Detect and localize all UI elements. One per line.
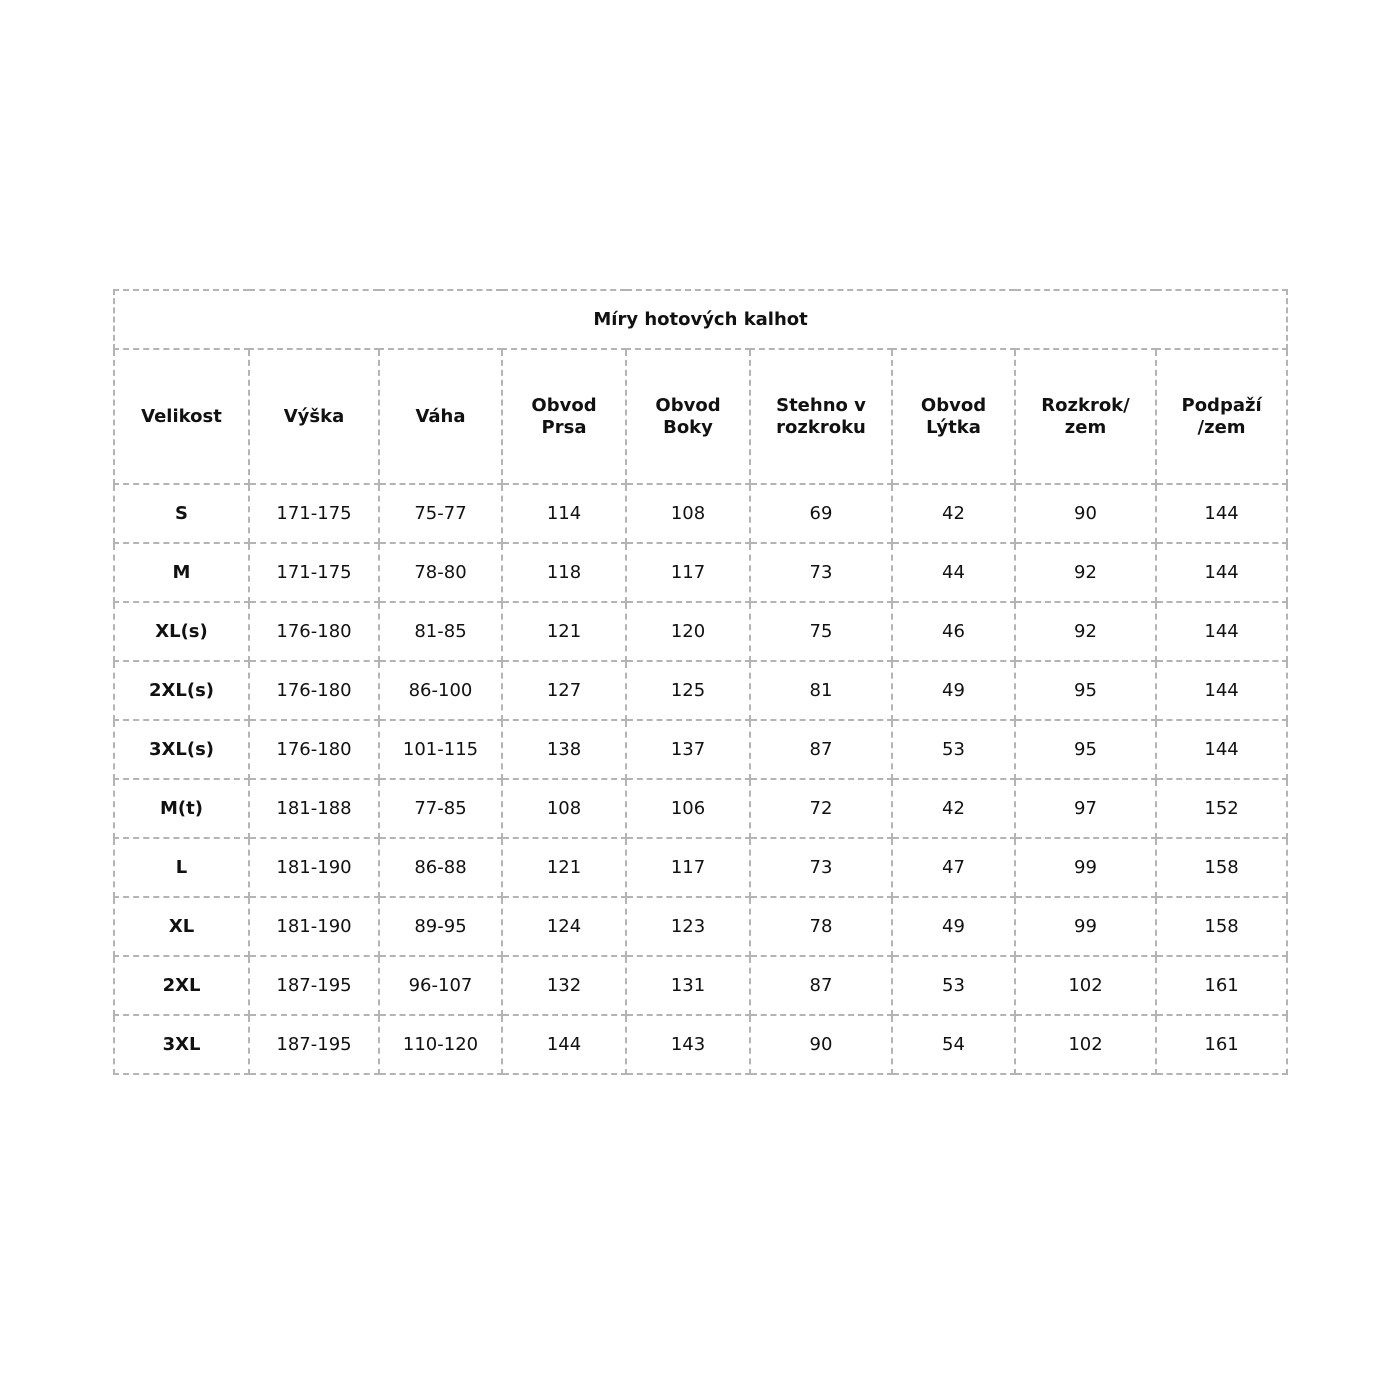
column-header-line: Podpaží xyxy=(1181,394,1262,416)
table-cell: 176-180 xyxy=(249,661,379,720)
table-cell: 87 xyxy=(750,720,892,779)
table-cell: 75 xyxy=(750,602,892,661)
table-cell: 125 xyxy=(626,661,750,720)
column-header xyxy=(892,349,1015,484)
column-header-line: Výška xyxy=(283,405,345,427)
table-cell: 44 xyxy=(892,543,1015,602)
column-header-line: Váha xyxy=(415,405,466,427)
table-cell: 81-85 xyxy=(379,602,502,661)
size-label: XL xyxy=(114,897,249,956)
column-header-line: zem xyxy=(1064,416,1107,438)
table-cell: 176-180 xyxy=(249,720,379,779)
table-cell: 158 xyxy=(1156,897,1287,956)
column-header-line: Rozkrok/ xyxy=(1041,394,1130,416)
table-cell: 99 xyxy=(1015,838,1156,897)
table-row xyxy=(114,543,1287,602)
column-header-line: Velikost xyxy=(141,405,222,427)
size-label: S xyxy=(114,484,249,543)
table-cell: 171-175 xyxy=(249,543,379,602)
column-header-line: Obvod xyxy=(920,394,987,416)
table-cell: 73 xyxy=(750,838,892,897)
table-cell: 90 xyxy=(1015,484,1156,543)
table-cell: 121 xyxy=(502,838,626,897)
table-cell: 49 xyxy=(892,897,1015,956)
table-cell: 118 xyxy=(502,543,626,602)
table-cell: 181-190 xyxy=(249,897,379,956)
table-cell: 96-107 xyxy=(379,956,502,1015)
table-cell: 108 xyxy=(626,484,750,543)
table-cell: 127 xyxy=(502,661,626,720)
table-title-row xyxy=(114,290,1287,349)
size-label: 2XL(s) xyxy=(114,661,249,720)
table-cell: 137 xyxy=(626,720,750,779)
table-cell: 117 xyxy=(626,543,750,602)
table-cell: 69 xyxy=(750,484,892,543)
table-row xyxy=(114,1015,1287,1074)
table-cell: 99 xyxy=(1015,897,1156,956)
table-cell: 72 xyxy=(750,779,892,838)
table-cell: 120 xyxy=(626,602,750,661)
table-cell: 144 xyxy=(1156,484,1287,543)
table-cell: 92 xyxy=(1015,543,1156,602)
table-cell: 95 xyxy=(1015,720,1156,779)
table-cell: 144 xyxy=(1156,661,1287,720)
table-cell: 90 xyxy=(750,1015,892,1074)
table-cell: 102 xyxy=(1015,1015,1156,1074)
table-row xyxy=(114,484,1287,543)
table-cell: 181-188 xyxy=(249,779,379,838)
table-row xyxy=(114,602,1287,661)
table-cell: 106 xyxy=(626,779,750,838)
size-label: 3XL(s) xyxy=(114,720,249,779)
table-row xyxy=(114,720,1287,779)
table-cell: 117 xyxy=(626,838,750,897)
table-row xyxy=(114,661,1287,720)
table-cell: 138 xyxy=(502,720,626,779)
column-header-line: Lýtka xyxy=(926,416,981,438)
size-label: M(t) xyxy=(114,779,249,838)
table-title: Míry hotových kalhot xyxy=(114,290,1287,349)
table-cell: 110-120 xyxy=(379,1015,502,1074)
table-cell: 114 xyxy=(502,484,626,543)
table-cell: 54 xyxy=(892,1015,1015,1074)
table-row xyxy=(114,956,1287,1015)
size-chart-table xyxy=(113,289,1288,1075)
column-header-line: Obvod xyxy=(655,394,721,416)
table-cell: 92 xyxy=(1015,602,1156,661)
table-cell: 152 xyxy=(1156,779,1287,838)
table-cell: 144 xyxy=(502,1015,626,1074)
table-cell: 144 xyxy=(1156,720,1287,779)
table-cell: 81 xyxy=(750,661,892,720)
table-cell: 187-195 xyxy=(249,1015,379,1074)
table-cell: 171-175 xyxy=(249,484,379,543)
table-cell: 87 xyxy=(750,956,892,1015)
size-label: L xyxy=(114,838,249,897)
column-header-line: Prsa xyxy=(541,416,587,438)
table-row xyxy=(114,897,1287,956)
size-label: 3XL xyxy=(114,1015,249,1074)
table-cell: 49 xyxy=(892,661,1015,720)
table-cell: 132 xyxy=(502,956,626,1015)
table-cell: 78-80 xyxy=(379,543,502,602)
table-cell: 78 xyxy=(750,897,892,956)
table-cell: 102 xyxy=(1015,956,1156,1015)
table-row xyxy=(114,838,1287,897)
column-header-line: /zem xyxy=(1197,416,1246,438)
table-cell: 161 xyxy=(1156,1015,1287,1074)
column-header-line: Stehno v xyxy=(776,394,866,416)
size-label: 2XL xyxy=(114,956,249,1015)
column-header xyxy=(1015,349,1156,484)
table-cell: 124 xyxy=(502,897,626,956)
column-header-line: rozkroku xyxy=(776,416,866,438)
column-header xyxy=(114,349,249,484)
table-cell: 143 xyxy=(626,1015,750,1074)
table-cell: 42 xyxy=(892,779,1015,838)
table-cell: 53 xyxy=(892,956,1015,1015)
table-cell: 121 xyxy=(502,602,626,661)
table-cell: 158 xyxy=(1156,838,1287,897)
table-cell: 77-85 xyxy=(379,779,502,838)
table-cell: 47 xyxy=(892,838,1015,897)
table-cell: 131 xyxy=(626,956,750,1015)
column-header xyxy=(1156,349,1287,484)
column-header xyxy=(379,349,502,484)
table-cell: 75-77 xyxy=(379,484,502,543)
table-cell: 108 xyxy=(502,779,626,838)
table-cell: 73 xyxy=(750,543,892,602)
size-label: M xyxy=(114,543,249,602)
table-header-row xyxy=(114,349,1287,484)
table-cell: 46 xyxy=(892,602,1015,661)
column-header xyxy=(626,349,750,484)
table-cell: 181-190 xyxy=(249,838,379,897)
table-cell: 123 xyxy=(626,897,750,956)
table-cell: 97 xyxy=(1015,779,1156,838)
size-label: XL(s) xyxy=(114,602,249,661)
table-cell: 89-95 xyxy=(379,897,502,956)
table-cell: 86-88 xyxy=(379,838,502,897)
table-cell: 53 xyxy=(892,720,1015,779)
table-cell: 161 xyxy=(1156,956,1287,1015)
column-header xyxy=(249,349,379,484)
table-cell: 42 xyxy=(892,484,1015,543)
table-cell: 101-115 xyxy=(379,720,502,779)
table-cell: 95 xyxy=(1015,661,1156,720)
table-cell: 144 xyxy=(1156,543,1287,602)
column-header-line: Boky xyxy=(663,416,713,438)
table-cell: 176-180 xyxy=(249,602,379,661)
table-row xyxy=(114,779,1287,838)
table-cell: 187-195 xyxy=(249,956,379,1015)
column-header xyxy=(502,349,626,484)
table-cell: 86-100 xyxy=(379,661,502,720)
column-header xyxy=(750,349,892,484)
table-cell: 144 xyxy=(1156,602,1287,661)
column-header-line: Obvod xyxy=(531,394,597,416)
